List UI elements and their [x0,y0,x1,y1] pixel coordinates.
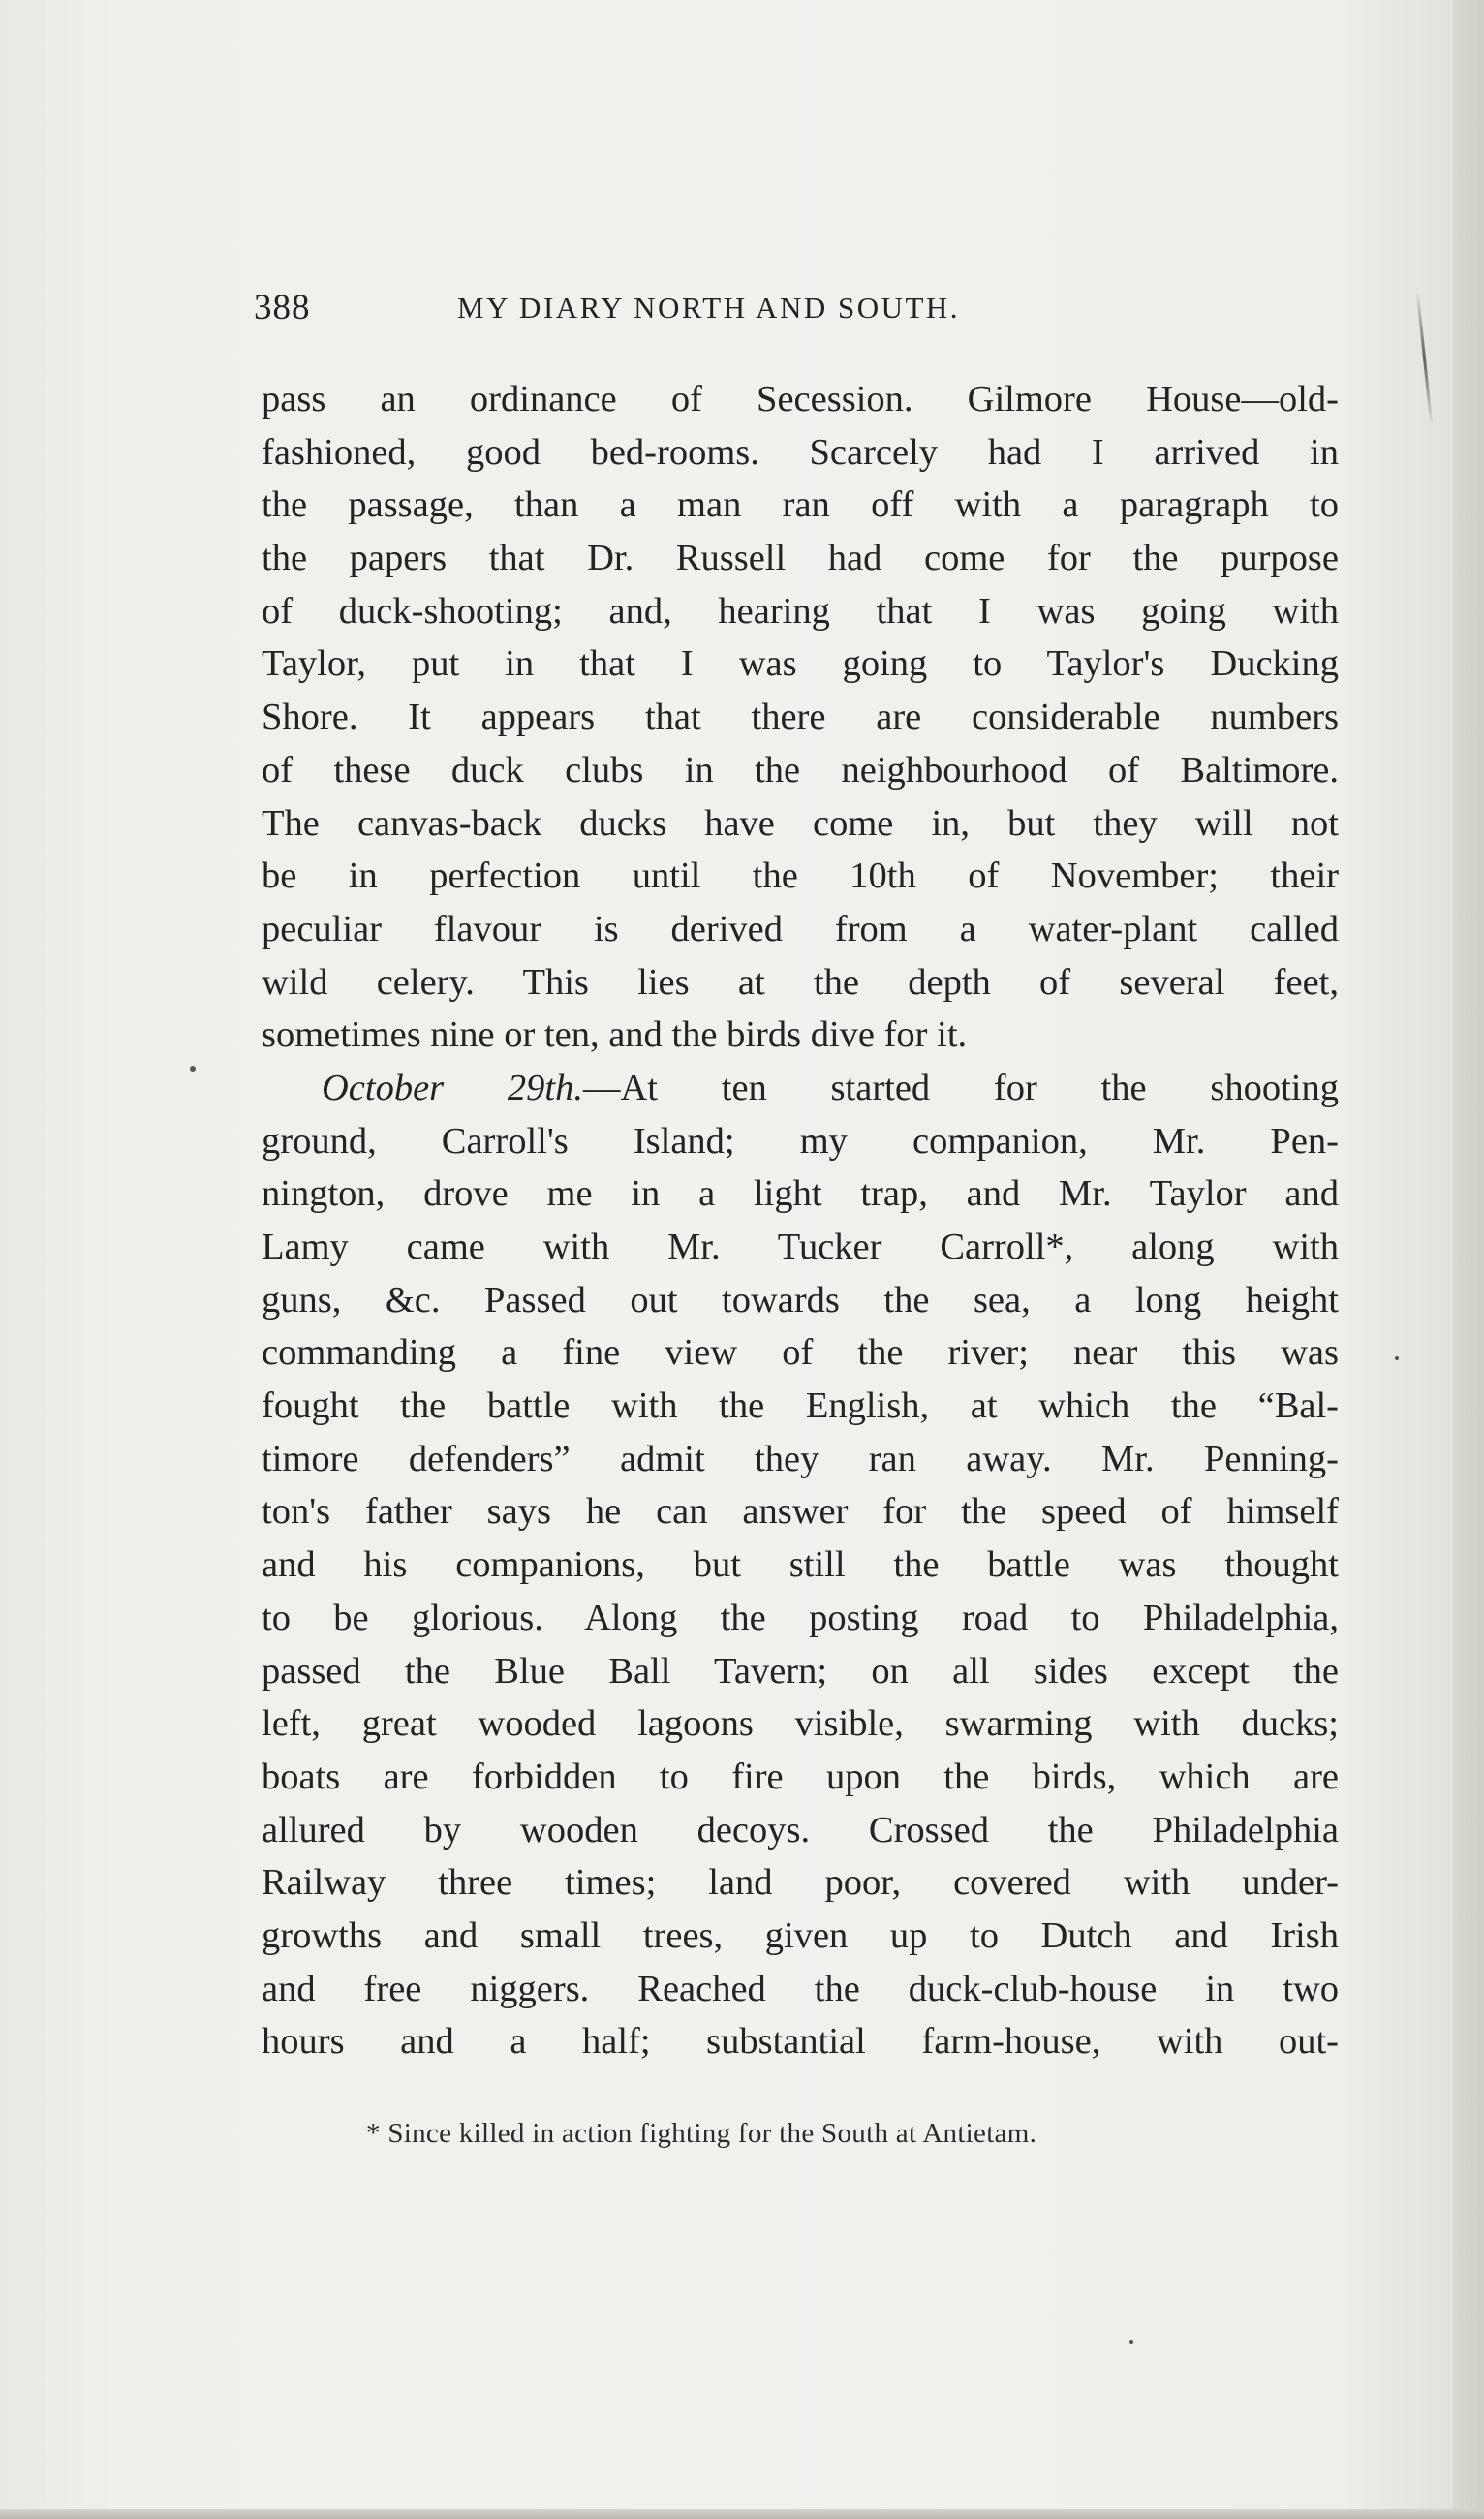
text-line: growths and small trees, given up to Dutch and Irish [262,1914,1339,1956]
text-line: commanding a fine view of the river; near this was [262,1332,1339,1374]
text-line: allured by wooden decoys. Crossed the Philadelphia [262,1809,1339,1850]
text-line: left, great wooded lagoons visible, swarming with ducks; [262,1703,1339,1745]
text-line: timore defenders” admit they ran away. Mr. Penning- [262,1438,1339,1479]
ink-speck [190,1066,196,1072]
text-line: Lamy came with Mr. Tucker Carroll*, along with [262,1227,1339,1267]
text-line: and his companions, but still the battle was thought [262,1544,1339,1586]
text-line: the papers that Dr. Russell had come for the purpose [262,538,1339,579]
text-line: peculiar flavour is derived from a water-plant called [262,908,1339,949]
text-line: Taylor, put in that I was going to Taylor's Ducking [262,643,1339,685]
text-line: of duck-shooting; and, hearing that I was going with [262,590,1339,632]
page-bottom-edge [0,2509,1484,2519]
date-heading: October 29th. [322,1067,583,1108]
ink-speck [1129,2340,1133,2344]
text-line: nington, drove me in a light trap, and Mr. Taylor and [262,1173,1339,1215]
text-line: to be glorious. Along the posting road to Philadelphia, [262,1597,1339,1638]
text-line: —At ten started for the shooting [583,1067,1339,1108]
text-line: of these duck clubs in the neighbourhood of Baltimore. [262,749,1339,791]
text-line: fashioned, good bed-rooms. Scarcely had I arrived in [262,431,1339,473]
text-line: be in perfection until the 10th of November; their [262,855,1339,897]
text-line: the passage, than a man ran off with a paragraph to [262,484,1339,526]
text-line: wild celery. This lies at the depth of several feet, [262,961,1339,1003]
text-line: fought the battle with the English, at which the “Bal- [262,1385,1339,1427]
text-line: Railway three times; land poor, covered with under- [262,1862,1339,1904]
dated-entry-line [262,1062,1339,1115]
text-line: and free niggers. Reached the duck-club-house in two [262,1968,1339,2009]
text-line: The canvas-back ducks have come in, but they will not [262,802,1339,844]
text-line: passed the Blue Ball Tavern; on all sides except the [262,1650,1339,1692]
text-line: sometimes nine or ten, and the birds dive for it. [262,1014,968,1056]
text-line: pass an ordinance of Secession. Gilmore House—old- [262,379,1339,420]
footnote: * Since killed in action fighting for the South at Antietam. [366,2118,1037,2149]
running-title: MY DIARY NORTH AND SOUTH. [457,291,961,325]
text-line: guns, &c. Passed out towards the sea, a long height [262,1279,1339,1321]
text-line: ton's father says he can answer for the speed of himself [262,1491,1339,1533]
body-text [262,373,1339,2068]
page-header [254,287,1329,345]
text-line: ground, Carroll's Island; my companion, Mr. Pen- [262,1120,1339,1162]
ink-speck [1395,1356,1399,1360]
page-number: 388 [254,288,311,327]
text-line: Shore. It appears that there are considerable numbers [262,697,1339,738]
text-line: boats are forbidden to fire upon the birds, which are [262,1756,1339,1797]
page-edge [1453,0,1484,2519]
text-line: hours and a half; substantial farm-house, with out- [262,2021,1339,2063]
